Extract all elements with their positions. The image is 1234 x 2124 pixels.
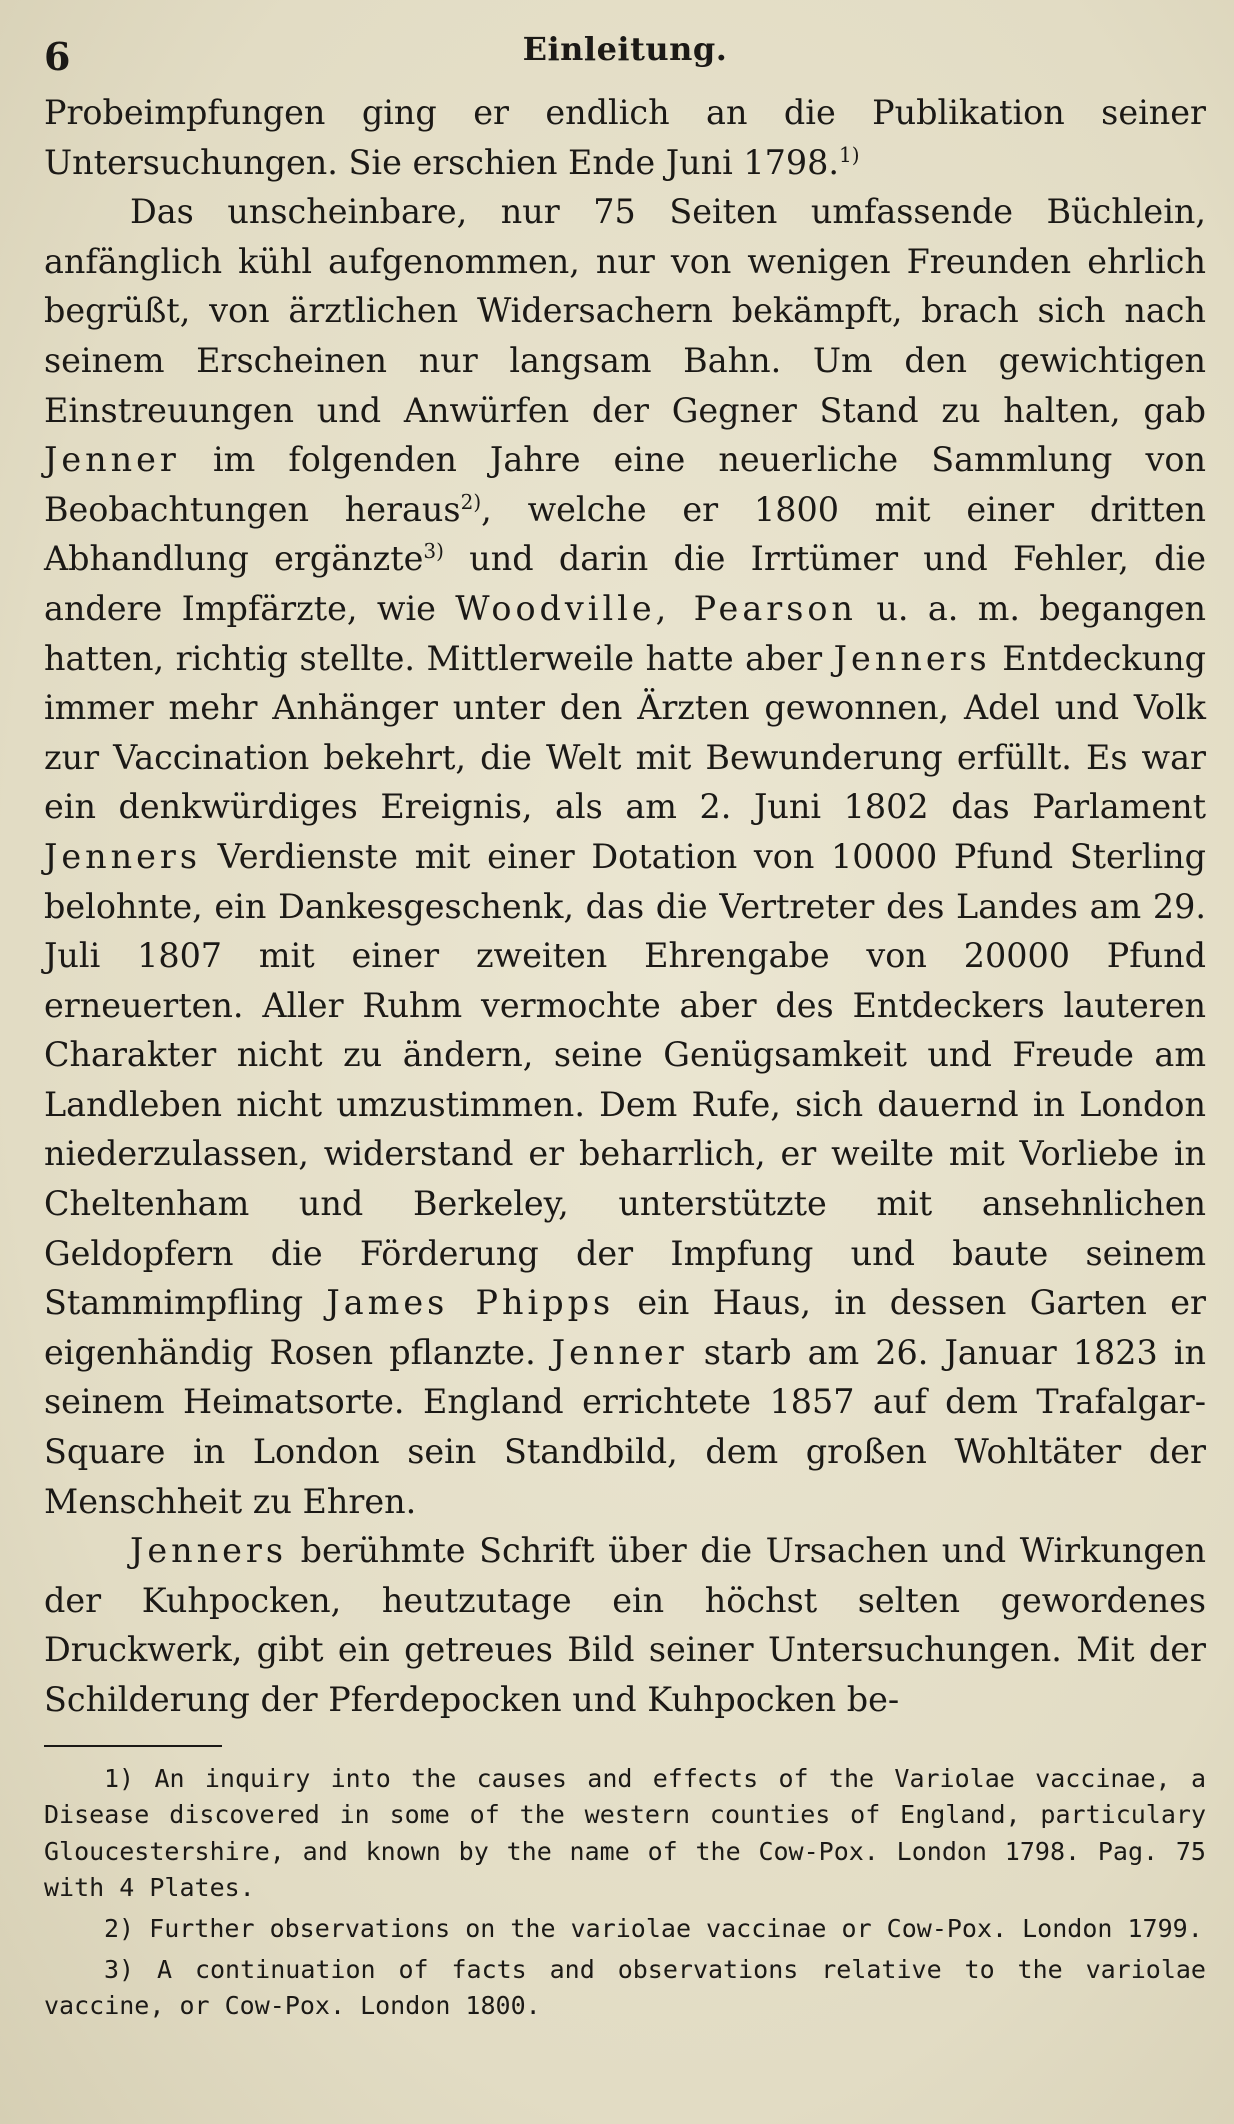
paragraph-2-segment: , welche er 1800 mit einer dritten Abhandlung ergänzte: [44, 489, 1206, 579]
paragraph-1: [44, 88, 1206, 187]
paragraph-2-segment: Das unscheinbare, nur 75 Seiten umfassende Büchlein, anfänglich kühl aufgenommen, nur von wenigen Freunden ehrlich begrüßt, von ärztlichen Widersachern bekämpft, brach sich nach seinem Erscheinen nur langsam Bahn. Um den gewichtigen Einstreuungen und Anwürfen der Gegner Stand zu halten, gab: [44, 192, 1206, 430]
name-jenners: Jenners: [833, 638, 991, 678]
name-jenner: Jenner: [44, 440, 180, 480]
footnote-divider: [44, 1745, 222, 1747]
paragraph-2-segment: Verdienste mit einer Dotation von 10000 Pfund Sterling belohnte, ein Dankesgeschenk, das die Vertreter des Landes am 29. Juli 1807 mit einer zweiten Ehrengabe von 20000 Pfund erneuerten. Aller Ruhm vermochte aber des Entdeckers lauteren Charakter nicht zu ändern, seine Genügsamkeit und Freude am Landleben nicht umzustimmen. Dem Rufe, sich dauernd in London niederzulassen, widerstand er beharrlich, er weilte mit Vorliebe in Cheltenham und Berkeley, unterstützte mit ansehnlichen Geldopfern die Förderung der Impfung und baute seinem Stammimpfling: [44, 836, 1206, 1323]
name-jenner: Jenner: [551, 1332, 688, 1372]
name-jenners: Jenners: [44, 836, 202, 876]
footnote-ref-2: 2): [460, 489, 482, 514]
footnote-ref-3: 3): [423, 539, 444, 564]
paragraph-3-segment: berühmte Schrift über die Ursachen und Wirkungen der Kuhpocken, heutzutage ein höchst selten gewordenes Druckwerk, gibt ein getreues Bild seiner Untersuchungen. Mit der Schilderung der Pferdepocken und Kuhpocken be-: [44, 1531, 1206, 1719]
body-text: [44, 88, 1206, 1725]
paragraph-2-segment: im folgenden Jahre eine neuerliche Sammlung von Beobachtungen heraus: [44, 440, 1206, 529]
name-james-phipps: James Phipps: [326, 1283, 615, 1323]
footnote-3: 3) A continuation of facts and observations relative to the variolae vaccine, or Cow-Pox. London 1800.: [44, 1954, 1206, 2021]
footnote-1: 1) An inquiry into the causes and effects of the Variolae vaccinae, a Disease discovered in some of the western counties of England, particulary Gloucestershire, and known by the name of the Cow-Pox. London 1798. Pag. 75 with 4 Plates.: [44, 1763, 1206, 1903]
page-number: 6: [44, 34, 71, 79]
paragraph-2-segment: Entdeckung immer mehr Anhänger unter den Ärzten gewonnen, Adel und Volk zur Vaccination bekehrt, die Welt mit Bewunderung erfüllt. Es war ein denkwürdiges Ereignis, als am 2. Juni 1802 das Parlament: [44, 638, 1206, 827]
footnotes: [44, 1761, 1206, 2025]
name-jenners: Jenners: [130, 1531, 288, 1571]
paragraph-2-segment: ein Haus, in dessen Garten er eigenhändig Rosen pflanzte.: [44, 1283, 1206, 1372]
footnote-ref-1: 1): [838, 142, 860, 167]
paragraph-2-segment: u. a. m. begangen hatten, richtig stellte. Mittlerweile hatte aber: [44, 588, 1206, 678]
running-head: Einleitung.: [522, 30, 728, 68]
paragraph-2: [44, 187, 1206, 1526]
footnote-2: 2) Further observations on the variolae vaccinae or Cow-Pox. London 1799.: [104, 1913, 1203, 1943]
page-header: [44, 24, 1206, 88]
paragraph-3: [44, 1526, 1206, 1724]
paragraph-2-segment: starb am 26. Januar 1823 in seinem Heimatsorte. England errichtete 1857 auf dem Trafalgar-Square in London sein Standbild, dem großen Wohltäter der Menschheit zu Ehren.: [44, 1332, 1206, 1521]
paragraph-2-segment: und darin die Irrtümer und Fehler, die andere Impfärzte, wie: [44, 539, 1206, 628]
paragraph-1-text: Probeimpfungen ging er endlich an die Publikation seiner Untersuchungen. Sie erschien Ende Juni 1798.: [44, 93, 1206, 182]
name-woodville-pearson: Woodville, Pearson: [455, 588, 857, 628]
